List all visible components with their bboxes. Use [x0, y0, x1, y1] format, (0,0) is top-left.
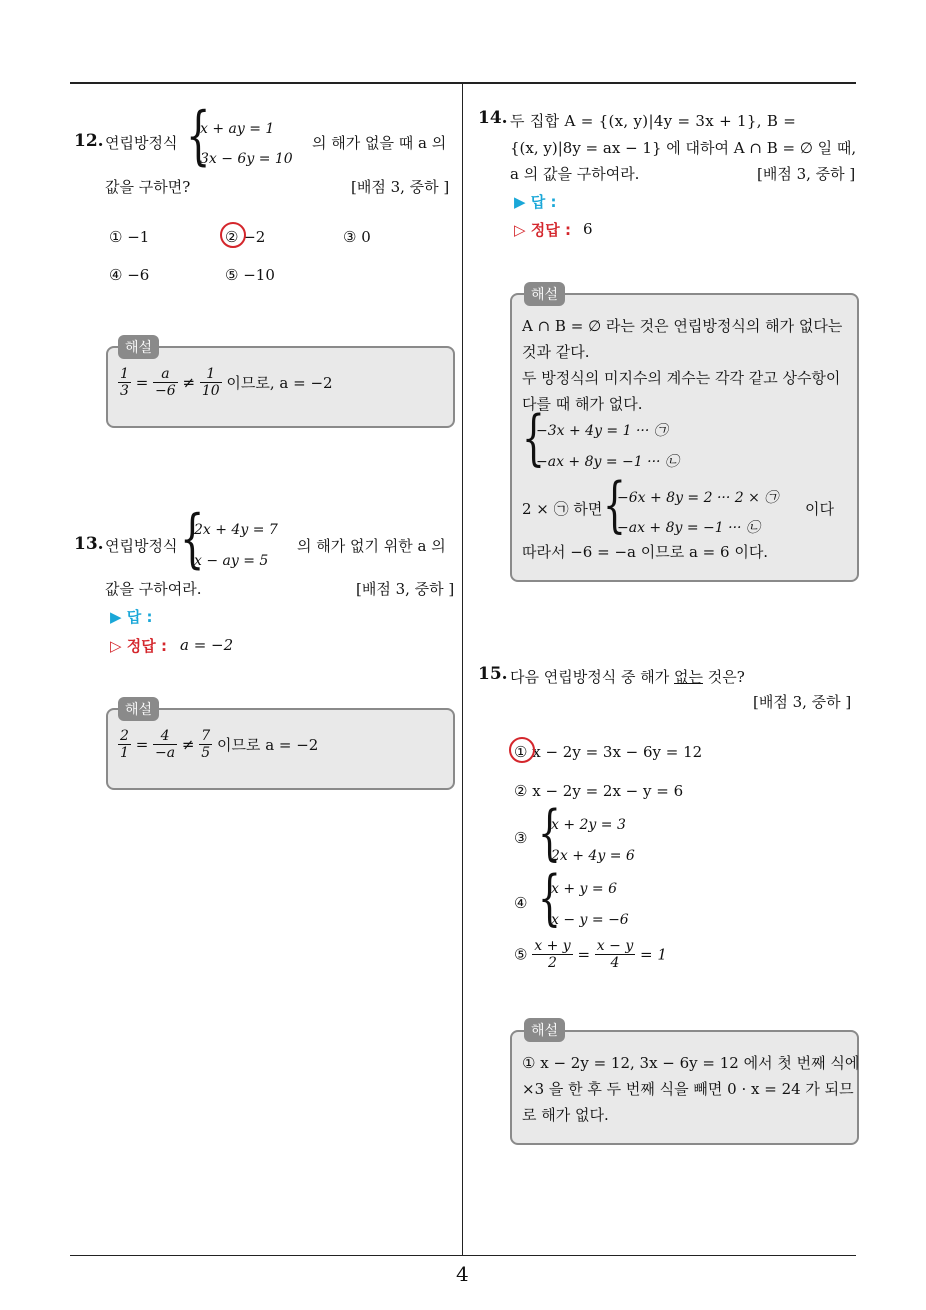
q12-sol-frac2: $\frac{a}{-6}$	[155, 366, 176, 399]
q14-sol-line2: 것과 같다.	[522, 343, 590, 361]
q15-sol-line2: ×3 을 한 후 두 번째 식을 빼면 0 · x = 24 가 되므	[522, 1080, 854, 1098]
q14-sys1-eq1: −3x + 4y = 1 ··· ㉠	[536, 423, 668, 439]
q13-eq2: x − ay = 5	[194, 553, 269, 569]
q12-line2: 값을 구하면?	[105, 178, 191, 196]
q12-sol-frac3: $\frac{1}{10}$	[201, 366, 220, 399]
q13-sol-frac2: $\frac{4}{-a}$	[155, 728, 176, 761]
q12-eq1: x + ay = 1	[200, 121, 275, 137]
q14-sol-line1: A ∩ B = ∅ 라는 것은 연립방정식의 해가 없다는	[522, 317, 843, 335]
q14-sys1-eq2: −ax + 8y = −1 ··· ㉡	[536, 454, 679, 470]
top-rule	[70, 82, 856, 84]
q15-choice-4-eq1: x + y = 6	[551, 881, 617, 897]
q14-line2: {(x, y)|8y = ax − 1} 에 대하여 A ∩ B = ∅ 일 때,	[510, 139, 857, 157]
q13-sol-frac1: $\frac{2}{1}$	[120, 728, 129, 761]
page-number: 4	[456, 1262, 469, 1286]
q13-correct-label: ▷ 정답 :	[110, 637, 167, 655]
q14-sys2-eq1: −6x + 8y = 2 ··· 2 × ㉠	[617, 490, 779, 506]
q14-sys2-lead: 2 × ㉠ 하면	[522, 500, 603, 518]
q12-choice-5[interactable]: ⑤ −10	[225, 266, 275, 284]
q14-sol-last: 따라서 −6 = −a 이므로 a = 6 이다.	[522, 543, 769, 561]
q14-sol-line4: 다를 때 해가 없다.	[522, 395, 643, 413]
q13-correct-value: a = −2	[180, 636, 234, 654]
q15-meta: [배점 3, 중하 ]	[753, 693, 852, 711]
q13-meta: [배점 3, 중하 ]	[356, 580, 455, 598]
q14-sys2-eq2: −ax + 8y = −1 ··· ㉡	[617, 520, 760, 536]
q14-number: 14.	[478, 108, 508, 128]
q14-correct-value: 6	[583, 220, 593, 238]
q15-choice-4-eq2: x − y = −6	[551, 912, 629, 928]
q14-line1: 두 집합 A = {(x, y)|4y = 3x + 1}, B =	[510, 112, 797, 130]
q15-number: 15.	[478, 664, 508, 684]
q12-choice-3[interactable]: ③ 0	[343, 228, 371, 246]
q14-sys1-brace: {	[522, 403, 545, 473]
column-divider	[462, 84, 463, 1256]
q15-choice-4-brace: {	[538, 863, 561, 933]
q15-choice-5[interactable]: ⑤ $\frac{x + y}{2}$ = $\frac{x - y}{4}$ = 1	[514, 938, 667, 971]
q13-brace: {	[180, 502, 205, 576]
q14-sol-line3: 두 방정식의 미지수의 계수는 각각 같고 상수항이	[522, 369, 841, 387]
q13-line2: 값을 구하여라.	[105, 580, 202, 598]
q12-meta: [배점 3, 중하 ]	[351, 178, 450, 196]
q15-choice-1[interactable]: ① x − 2y = 3x − 6y = 12	[514, 743, 703, 761]
q14-answer-label: ▶ 답 :	[514, 193, 557, 211]
q15-choice-3-eq1: x + 2y = 3	[551, 817, 626, 833]
q14-sys2-brace: {	[603, 470, 626, 540]
q15-choice-4-label[interactable]: ④	[514, 894, 528, 912]
q13-tail: 의 해가 없기 위한 a 의	[297, 537, 446, 555]
q14-sys2-tail: 이다	[805, 500, 834, 518]
q15-c5-frac2: $\frac{x - y}{4}$	[596, 938, 634, 971]
q12-choice-2[interactable]: ② −2	[225, 228, 266, 246]
q13-answer-label: ▶ 답 :	[110, 608, 153, 626]
q15-choice-3-label[interactable]: ③	[514, 829, 528, 847]
q14-correct-label: ▷ 정답 :	[514, 221, 571, 239]
q15-solution-tag: 해설	[524, 1018, 565, 1042]
q15-underlined: 없는	[674, 668, 703, 686]
q15-selected-mark	[509, 737, 535, 763]
q13-sol-frac3: $\frac{7}{5}$	[201, 728, 211, 761]
q12-solution: $\frac{1}{3}$ = $\frac{a}{-6}$ ≠ $\frac{1}{10}$ 이므로, a = −2	[120, 366, 333, 399]
q12-choice-1[interactable]: ① −1	[109, 228, 150, 246]
q13-solution: $\frac{2}{1}$ = $\frac{4}{-a}$ ≠ $\frac{7}{5}$ 이므로 a = −2	[120, 728, 319, 761]
q13-solution-tag: 해설	[118, 697, 159, 721]
q12-selected-mark	[220, 222, 246, 248]
bottom-rule	[70, 1255, 856, 1256]
q12-number: 12.	[74, 131, 104, 151]
q12-choice-4[interactable]: ④ −6	[109, 266, 150, 284]
q12-lead: 연립방정식	[105, 134, 178, 152]
q12-sol-frac1: $\frac{1}{3}$	[120, 366, 129, 399]
q14-meta: [배점 3, 중하 ]	[757, 165, 856, 183]
q15-choice-3-eq2: 2x + 4y = 6	[551, 848, 635, 864]
q12-solution-tag: 해설	[118, 335, 159, 359]
q15-sol-line1: ① x − 2y = 12, 3x − 6y = 12 에서 첫 번째 식에	[522, 1054, 860, 1072]
q12-tail: 의 해가 없을 때 a 의	[312, 134, 447, 152]
q15-choice-2[interactable]: ② x − 2y = 2x − y = 6	[514, 782, 684, 800]
q14-solution-tag: 해설	[524, 282, 565, 306]
q13-eq1: 2x + 4y = 7	[194, 522, 278, 538]
q15-c5-frac1: $\frac{x + y}{2}$	[534, 938, 571, 971]
q13-number: 13.	[74, 534, 104, 554]
q13-lead: 연립방정식	[105, 537, 178, 555]
q15-line1: 다음 연립방정식 중 해가 없는 것은?	[510, 668, 745, 686]
q15-choice-3-brace: {	[538, 798, 561, 868]
q12-brace: {	[186, 99, 211, 173]
q12-eq2: 3x − 6y = 10	[200, 151, 293, 167]
q14-line3: a 의 값을 구하여라.	[510, 165, 640, 183]
q15-sol-line3: 로 해가 없다.	[522, 1106, 609, 1124]
